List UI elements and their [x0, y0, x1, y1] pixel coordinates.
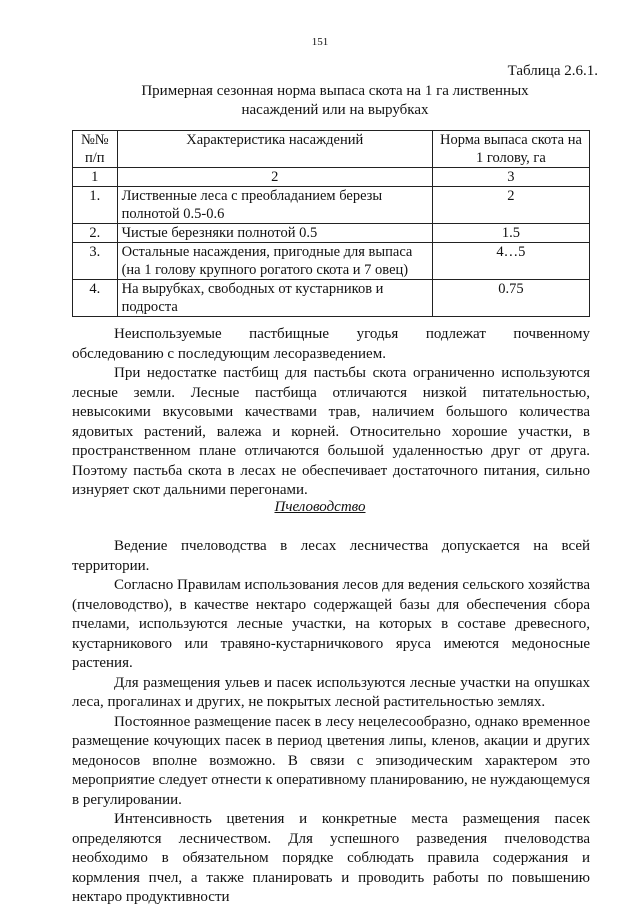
row-num: 3.	[73, 243, 118, 280]
row-description: На вырубках, свободных от кустарников и подроста	[117, 280, 432, 317]
index-cell: 3	[432, 168, 589, 187]
grazing-norms-table	[72, 130, 590, 317]
paragraph: Неиспользуемые пастбищные угодья подлежат почвенному обследованию с последующим лесоразведением.	[72, 326, 590, 362]
body-text-bottom	[72, 537, 590, 908]
index-cell: 2	[117, 168, 432, 187]
index-cell: 1	[73, 168, 118, 187]
table-header-row	[73, 131, 590, 168]
table-label: Таблица 2.6.1.	[507, 63, 598, 79]
section-heading: Пчеловодство	[274, 499, 366, 515]
paragraph: Постоянное размещение пасек в лесу нецелесообразно, однако временное размещение кочующих пасек в период цветения липы, кленов, акации и других медоносов вполне возможно. В связи с эпизодическим характером это мероприятие следует отнести к оперативному планированию, не нуждающемуся в регулировании.	[72, 713, 590, 808]
paragraph: Ведение пчеловодства в лесах лесничества допускается на всей территории.	[72, 538, 590, 574]
header-num: №№ п/п	[73, 131, 118, 168]
table-row	[73, 243, 590, 280]
paragraph: Согласно Правилам использования лесов для ведения сельского хозяйства (пчеловодство), в качестве нектаро содержащей базы для обеспечения сбора пчелами, используются лесные участки, на которых в составе древесного, кустарникового или травяно-кустарничкового яруса имеются медоносные растения.	[72, 577, 590, 671]
row-description: Чистые березняки полнотой 0.5	[117, 224, 432, 243]
row-description: Остальные насаждения, пригодные для выпаса (на 1 голову крупного рогатого скота и 7 овец)	[117, 243, 432, 280]
row-norm: 4…5	[432, 243, 589, 280]
row-num: 4.	[73, 280, 118, 317]
caption-line-1: Примерная сезонная норма выпаса скота на 1 га лиственных	[141, 83, 529, 99]
paragraph: При недостатке пастбищ для пастьбы скота ограниченно используются лесные земли. Лесные пастбища отличаются низкой питательностью, невысокими вкусовыми качествами трав, наличием большого количества ядовитых растений, валежа и корней. Относительно хорошие участки, в пространственном плане отличаются большой удаленностью друг от друга. Поэтому пастьба скота в лесах не обеспечивает достаточного питания, сильно изнуряет скот дальними перегонами.	[72, 365, 590, 498]
body-text-top	[72, 325, 590, 501]
table-caption	[100, 82, 570, 120]
page-number: 151	[311, 36, 329, 48]
row-description: Лиственные леса с преобладанием березы полнотой 0.5-0.6	[117, 187, 432, 224]
row-norm: 2	[432, 187, 589, 224]
paragraph: Интенсивность цветения и конкретные места размещения пасек определяются лесничеством. Для успешного разведения пчеловодства необходимо в обязательном порядке соблюдать правила содержания и кормления пчел, а также планировать и проводить работы по повышению нектаро продуктивности	[72, 811, 590, 905]
row-norm: 0.75	[432, 280, 589, 317]
table-row	[73, 224, 590, 243]
table-row	[73, 280, 590, 317]
row-num: 2.	[73, 224, 118, 243]
row-num: 1.	[73, 187, 118, 224]
header-norm: Норма выпаса скота на 1 голову, га	[432, 131, 589, 168]
table-index-row	[73, 168, 590, 187]
header-description: Характеристика насаждений	[117, 131, 432, 168]
table-row	[73, 187, 590, 224]
paragraph: Для размещения ульев и пасек используются лесные участки на опушках леса, прогалинах и других, не покрытых лесной растительностью землях.	[72, 674, 590, 710]
caption-line-2: насаждений или на вырубках	[241, 102, 429, 118]
row-norm: 1.5	[432, 224, 589, 243]
